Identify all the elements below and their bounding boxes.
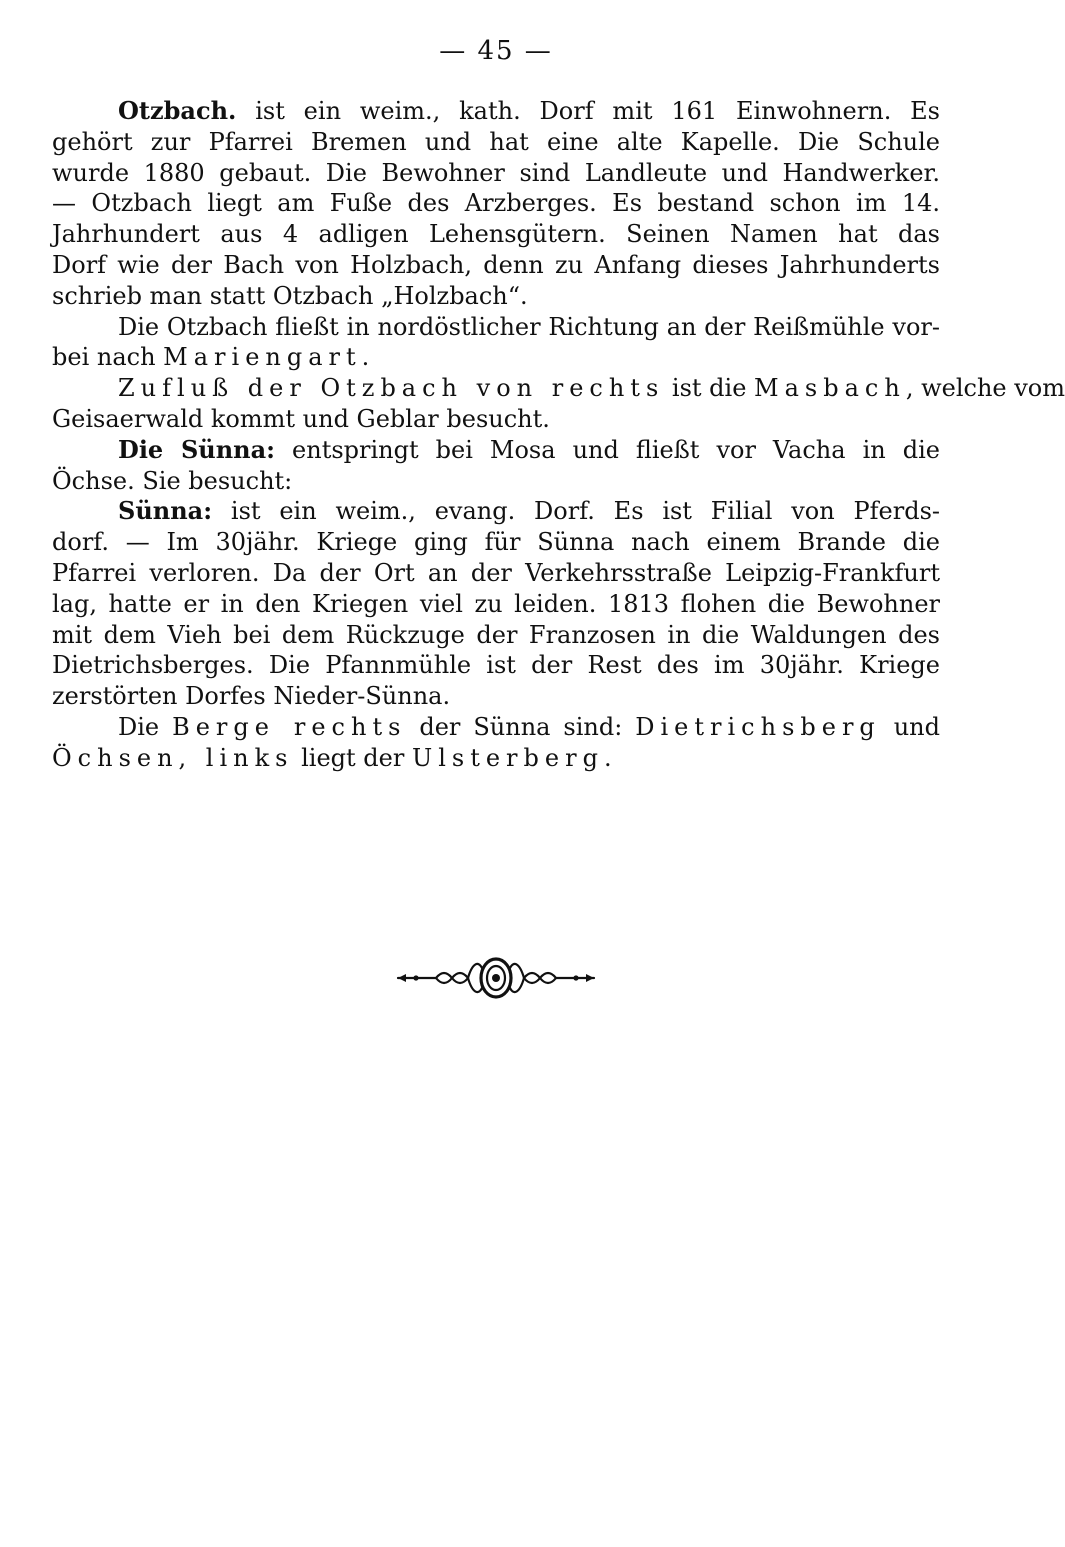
text-line bbox=[52, 681, 940, 712]
text-run: ist ein weim., kath. Dorf mit 161 Einwohnern. Es bbox=[236, 97, 940, 125]
text-run: — Otzbach liegt am Fuße des Arzberges. Es bestand schon im 14. bbox=[52, 189, 940, 218]
text-line bbox=[52, 342, 940, 373]
emphasized-text: Dietrichsberg bbox=[635, 712, 881, 741]
text-line bbox=[52, 219, 940, 250]
text-line bbox=[52, 127, 940, 158]
text-line bbox=[52, 620, 940, 651]
text-run: , welche vom bbox=[905, 374, 1065, 403]
text-line bbox=[52, 435, 940, 466]
emphasized-text: Zufluß der Otzbach von rechts bbox=[118, 374, 665, 403]
text-run: Geisaerwald kommt und Geblar besucht. bbox=[52, 404, 550, 433]
emphasized-text: Mariengart bbox=[163, 343, 362, 372]
text-line bbox=[52, 527, 940, 558]
text-run: Öchse. Sie besucht: bbox=[52, 466, 293, 495]
text-run: und bbox=[880, 712, 940, 741]
text-line bbox=[52, 466, 940, 497]
text-run: dorf. — Im 30jähr. Kriege ging für Sünna nach einem Brande die bbox=[52, 528, 940, 557]
text-run: zerstörten Dorfes Nieder-Sünna. bbox=[52, 682, 451, 711]
text-run: wurde 1880 gebaut. Die Bewohner sind Landleute und Handwerker. bbox=[52, 158, 940, 187]
emphasized-text: Berge rechts bbox=[172, 712, 407, 741]
text-line bbox=[52, 96, 940, 127]
entry-heading: Otzbach. bbox=[118, 96, 237, 125]
page-number: — 45 — bbox=[439, 36, 553, 66]
text-run: ist ein weim., evang. Dorf. Es ist Filial von Pferds- bbox=[212, 497, 940, 526]
text-line bbox=[52, 250, 940, 281]
text-run: lag, hatte er in den Kriegen viel zu leiden. 1813 flohen die Bewohner bbox=[52, 589, 940, 618]
text-run: Die bbox=[118, 712, 173, 741]
text-run: Die Otzbach fließt in nordöstlicher Richtung an der Reißmühle vor- bbox=[118, 312, 940, 341]
emphasized-text: Ulsterberg bbox=[411, 743, 604, 772]
text-line bbox=[52, 312, 940, 343]
text-line bbox=[52, 373, 1065, 404]
text-line bbox=[52, 188, 940, 219]
text-run: . bbox=[361, 343, 370, 372]
text-line bbox=[52, 712, 940, 743]
text-line bbox=[52, 404, 940, 435]
text-run: bei nach bbox=[52, 343, 164, 372]
text-run: schrieb man statt Otzbach „Holzbach“. bbox=[52, 281, 528, 310]
text-run: ist die bbox=[664, 374, 755, 403]
entry-heading: Sünna: bbox=[118, 496, 213, 526]
text-run: entspringt bei Mosa und fließt vor Vacha in die bbox=[275, 435, 940, 464]
text-line bbox=[52, 743, 940, 774]
text-run: mit dem Vieh bei dem Rückzuge der Franzosen in die Waldungen des bbox=[52, 620, 940, 649]
text-run: . bbox=[603, 743, 612, 772]
text-line bbox=[52, 496, 940, 527]
emphasized-text: Öchsen, links bbox=[52, 743, 294, 772]
text-run: liegt der bbox=[293, 743, 412, 772]
text-line bbox=[52, 558, 940, 589]
text-line bbox=[52, 158, 940, 189]
emphasized-text: Masbach bbox=[754, 374, 906, 403]
entry-heading: Die Sünna: bbox=[118, 434, 276, 464]
text-run: gehört zur Pfarrei Bremen und hat eine alte Kapelle. Die Schule bbox=[52, 127, 940, 156]
text-run: Dietrichsberges. Die Pfannmühle ist der Rest des im 30jähr. Kriege bbox=[52, 651, 940, 680]
text-line bbox=[52, 281, 940, 312]
ornament-divider-icon bbox=[396, 948, 596, 1008]
book-page bbox=[52, 0, 1065, 1547]
text-run: der Sünna sind: bbox=[406, 712, 636, 741]
text-run: Dorf wie der Bach von Holzbach, denn zu Anfang dieses Jahrhunderts bbox=[52, 250, 940, 279]
text-run: Jahrhundert aus 4 adligen Lehensgütern. Seinen Namen hat das bbox=[52, 220, 940, 249]
text-run: Pfarrei verloren. Da der Ort an der Verkehrsstraße Leipzig-Frankfurt bbox=[52, 558, 940, 587]
body-text bbox=[52, 96, 1065, 774]
text-line bbox=[52, 589, 940, 620]
text-line bbox=[52, 650, 940, 681]
